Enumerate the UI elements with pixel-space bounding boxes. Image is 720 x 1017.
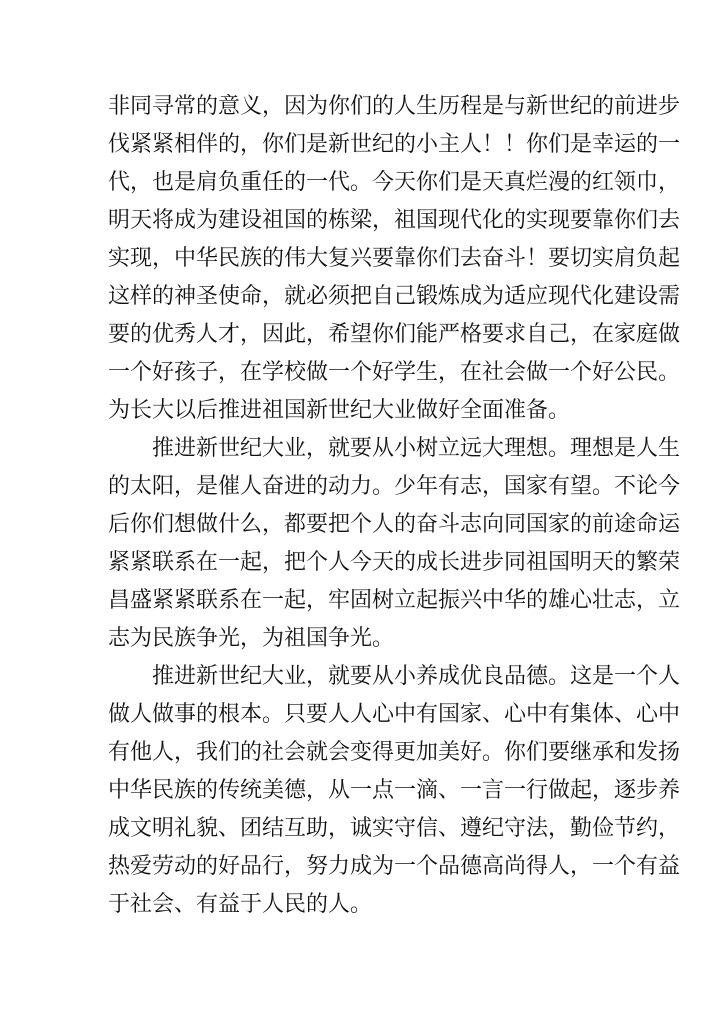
text-line: 热爱劳动的好品行，努力成为一个品德高尚得人，一个有益 [108, 854, 681, 879]
paragraph-1 [108, 88, 681, 430]
text-line: 这样的神圣使命，就必须把自己锻炼成为适应现代化建设需 [108, 284, 681, 309]
text-line: 志为民族争光，为祖国争光。 [108, 626, 395, 651]
text-line: 推进新世纪大业，就要从小养成优良品德。这是一个人 [152, 664, 681, 689]
text-line: 推进新世纪大业，就要从小树立远大理想。理想是人生 [152, 436, 681, 461]
paragraph-2 [108, 430, 681, 658]
text-line: 紧紧联系在一起，把个人今天的成长进步同祖国明天的繁荣 [108, 550, 681, 575]
text-line: 为长大以后推进祖国新世纪大业做好全面准备。 [108, 398, 571, 423]
text-line: 后你们想做什么，都要把个人的奋斗志向同国家的前途命运 [108, 512, 681, 537]
text-line: 于社会、有益于人民的人。 [108, 892, 373, 917]
text-line: 实现，中华民族的伟大复兴要靠你们去奋斗！要切实肩负起 [108, 246, 681, 271]
text-line: 非同寻常的意义，因为你们的人生历程是与新世纪的前进步 [108, 94, 681, 119]
text-line: 要的优秀人才，因此，希望你们能严格要求自己，在家庭做 [108, 322, 681, 347]
text-line: 一个好孩子，在学校做一个好学生，在社会做一个好公民。 [108, 360, 681, 385]
text-line: 伐紧紧相伴的，你们是新世纪的小主人！！你们是幸运的一 [108, 132, 681, 157]
text-line: 的太阳，是催人奋进的动力。少年有志，国家有望。不论今 [108, 474, 681, 499]
paragraph-3 [108, 658, 681, 924]
text-line: 做人做事的根本。只要人人心中有国家、心中有集体、心中 [108, 702, 681, 727]
text-line: 成文明礼貌、团结互助，诚实守信、遵纪守法，勤俭节约， [108, 816, 681, 841]
text-line: 代，也是肩负重任的一代。今天你们是天真烂漫的红领巾， [108, 170, 681, 195]
text-line: 昌盛紧紧联系在一起，牢固树立起振兴中华的雄心壮志，立 [108, 588, 681, 613]
body-text [108, 88, 681, 924]
text-line: 有他人，我们的社会就会变得更加美好。你们要继承和发扬 [108, 740, 681, 765]
text-line: 中华民族的传统美德，从一点一滴、一言一行做起，逐步养 [108, 778, 681, 803]
text-line: 明天将成为建设祖国的栋梁，祖国现代化的实现要靠你们去 [108, 208, 681, 233]
